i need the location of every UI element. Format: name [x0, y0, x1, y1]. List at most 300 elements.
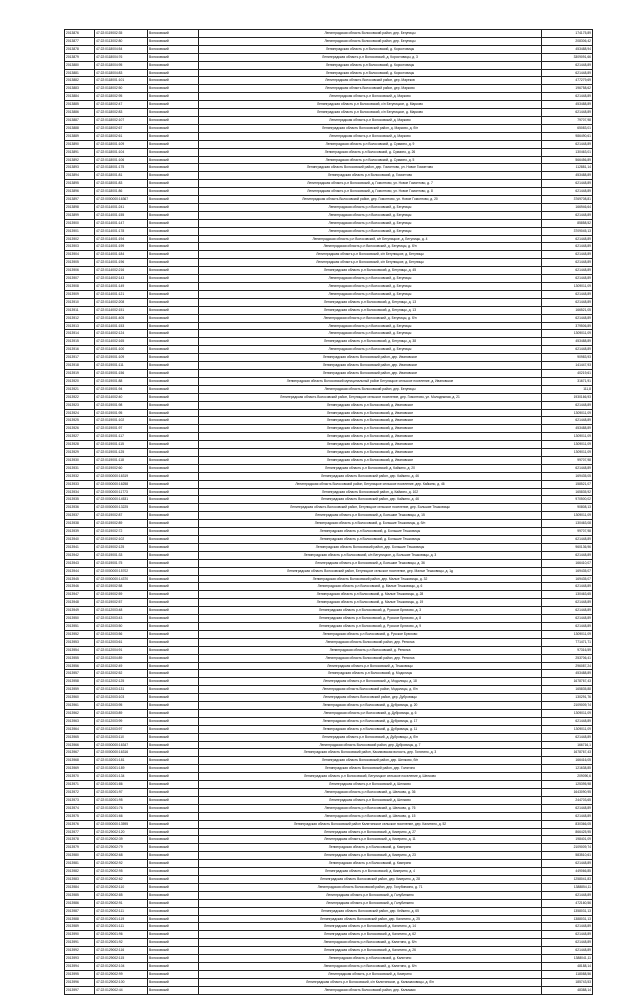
cell-district: Волосовский: [148, 61, 199, 69]
cell-id: 2013940: [65, 536, 95, 544]
cell-district: Волосовский: [148, 520, 199, 528]
table-row: [65, 939, 593, 947]
cell-address: Ленинградская область р-н Волосовский, д. Большие Тешковицы, д. 36: [199, 559, 542, 567]
cell-address: Ленинградская область р-н Волосовский, д. Калитино, д. 26: [199, 947, 542, 955]
cell-value: 621448,89: [542, 860, 593, 868]
cell-district: Волосовский: [148, 551, 199, 559]
cell-value: 166416,05: [542, 757, 593, 765]
table-row: [65, 306, 593, 314]
cell-district: Волосовский: [148, 575, 199, 583]
cell-id: 2013885: [65, 101, 95, 109]
table-row: [65, 93, 593, 101]
cell-id: 2013879: [65, 53, 95, 61]
cell-value: 866425,95: [542, 828, 593, 836]
table-row: [65, 30, 593, 38]
cell-value: 621448,89: [542, 346, 593, 354]
cell-address: Ленинградская область Волосовский район, дер. Марково: [199, 85, 542, 93]
cell-district: Волосовский: [148, 630, 199, 638]
cell-district: Волосовский: [148, 85, 199, 93]
cell-cadastral-number: 47:22:0129002:44: [95, 986, 148, 994]
cell-cadastral-number: 47:22:0114002:143: [95, 275, 148, 283]
table-row: [65, 283, 593, 291]
cell-district: Волосовский: [148, 852, 199, 860]
cell-district: Волосовский: [148, 37, 199, 45]
cell-value: 621448,89: [542, 615, 593, 623]
cell-value: 90983,93: [542, 354, 593, 362]
cell-cadastral-number: 47:22:0119001:88: [95, 377, 148, 385]
cell-value: 166410,07: [542, 559, 593, 567]
cell-cadastral-number: 47:22:0114001:147: [95, 219, 148, 227]
cell-value: 621448,89: [542, 180, 593, 188]
cell-cadastral-number: 47:22:0112004:91: [95, 646, 148, 654]
cell-district: Волосовский: [148, 868, 199, 876]
cell-cadastral-number: 47:22:0114001:194: [95, 235, 148, 243]
cell-district: Волосовский: [148, 480, 199, 488]
cell-cadastral-number: 47:22:0129002:116: [95, 947, 148, 955]
cell-value: 621448,89: [542, 417, 593, 425]
cell-district: Волосовский: [148, 615, 199, 623]
cell-address: Ленинградская область р-н Волосовский, д. Ивановское: [199, 417, 542, 425]
table-row: [65, 330, 593, 338]
cell-id: 2013884: [65, 93, 95, 101]
cell-id: 2013972: [65, 789, 95, 797]
cell-value: 166716,1: [542, 741, 593, 749]
cell-address: Ленинградская область р-н Волосовский, д. Калитино, д. 14: [199, 923, 542, 931]
cell-id: 2013890: [65, 140, 95, 148]
cell-cadastral-number: 47:22:0000000:16319: [95, 472, 148, 480]
cell-id: 2013908: [65, 283, 95, 291]
table-row: [65, 654, 593, 662]
cell-district: Волосовский: [148, 773, 199, 781]
cell-value: 621448,89: [542, 401, 593, 409]
cell-id: 2013984: [65, 883, 95, 891]
cell-cadastral-number: 47:22:0129001:119: [95, 915, 148, 923]
table-row: [65, 528, 593, 536]
cell-cadastral-number: 47:22:0119001:75: [95, 559, 148, 567]
cell-address: Ленинградская область р-н Волосовский, д. Кикерино: [199, 844, 542, 852]
cell-district: Волосовский: [148, 702, 199, 710]
cell-address: Ленинградская область Волосовский район, Модолицы, д. б/н: [199, 686, 542, 694]
cell-address: Ленинградская область р-н Волосовский, д. Бегуницы: [199, 283, 542, 291]
cell-id: 2013960: [65, 694, 95, 702]
cell-id: 2013963: [65, 717, 95, 725]
cell-district: Волосовский: [148, 472, 199, 480]
cell-district: Волосовский: [148, 401, 199, 409]
cell-value: 40219,61: [542, 369, 593, 377]
cell-district: Волосовский: [148, 464, 199, 472]
cell-address: Ленинградская область р-н Волосовский, д. Голубинкино: [199, 891, 542, 899]
cell-address: Ленинградская область Волосовский район, дер. Кальмаки: [199, 986, 542, 994]
cell-address: Ленинградская область р-н Волосовский, д. Ивановское: [199, 441, 542, 449]
cell-district: Волосовский: [148, 844, 199, 852]
table-row: [65, 140, 593, 148]
cell-value: 583510,61: [542, 852, 593, 860]
cell-value: 1258041,83: [542, 875, 593, 883]
cell-value: 621448,89: [542, 235, 593, 243]
cell-value: 1358031,13: [542, 907, 593, 915]
cell-address: Ленинградская область Волосовский район, дер. Голубинкино, д. 71: [199, 883, 542, 891]
cell-district: Волосовский: [148, 441, 199, 449]
cell-id: 2013900: [65, 219, 95, 227]
cell-cadastral-number: 47:22:0102001:66: [95, 812, 148, 820]
cell-district: Волосовский: [148, 804, 199, 812]
cell-id: 2013947: [65, 591, 95, 599]
cell-district: Волосовский: [148, 820, 199, 828]
cell-district: Волосовский: [148, 243, 199, 251]
cell-district: Волосовский: [148, 496, 199, 504]
cell-id: 2013977: [65, 828, 95, 836]
cell-cadastral-number: 47:22:0129002:99: [95, 970, 148, 978]
cell-id: 2013911: [65, 306, 95, 314]
table-row: [65, 923, 593, 931]
cell-value: 111,8: [542, 385, 593, 393]
cell-id: 2013896: [65, 188, 95, 196]
cell-district: Волосовский: [148, 156, 199, 164]
cell-id: 2013970: [65, 773, 95, 781]
cell-address: Ленинградская область р-н Волосовский, д. Шелково, д. 36: [199, 789, 542, 797]
table-row: [65, 433, 593, 441]
cell-address: Ленинградская область Волосовский район, дер. Шелково, б/н: [199, 757, 542, 765]
cell-cadastral-number: 47:22:0114002:151: [95, 306, 148, 314]
table-row: [65, 543, 593, 551]
cell-id: 2013968: [65, 757, 95, 765]
cell-cadastral-number: 47:22:0114002:216: [95, 267, 148, 275]
cell-cadastral-number: 47:22:0112003:43: [95, 615, 148, 623]
cell-value: 621448,89: [542, 69, 593, 77]
cell-address: Ленинградская область Волосовский район Калитинское сельское поселение, дер. Калитино, д. 52: [199, 820, 542, 828]
cell-cadastral-number: 47:22:0119002:57: [95, 599, 148, 607]
table-row: [65, 891, 593, 899]
cell-district: Волосовский: [148, 607, 199, 615]
table-row: [65, 156, 593, 164]
cell-district: Волосовский: [148, 591, 199, 599]
cell-cadastral-number: 47:22:0114001:184: [95, 251, 148, 259]
table-row: [65, 875, 593, 883]
cell-id: 2013958: [65, 678, 95, 686]
cell-cadastral-number: 47:22:0129002:92: [95, 860, 148, 868]
cell-id: 2013985: [65, 891, 95, 899]
cell-id: 2013954: [65, 646, 95, 654]
table-row: [65, 599, 593, 607]
table-row: [65, 354, 593, 362]
cell-value: 621448,89: [542, 314, 593, 322]
cell-cadastral-number: 47:22:0114001:155: [95, 211, 148, 219]
cell-district: Волосовский: [148, 828, 199, 836]
cell-district: Волосовский: [148, 140, 199, 148]
table-row: [65, 409, 593, 417]
table-row: [65, 53, 593, 61]
cell-value: 621448,89: [542, 939, 593, 947]
table-row: [65, 781, 593, 789]
cell-cadastral-number: 47:22:0118004:83: [95, 69, 148, 77]
cell-value: 208306,42: [542, 37, 593, 45]
cell-value: 830366,05: [542, 820, 593, 828]
table-row: [65, 868, 593, 876]
cell-cadastral-number: 47:22:0000000:11773: [95, 488, 148, 496]
cell-district: Волосовский: [148, 931, 199, 939]
cell-id: 2013959: [65, 686, 95, 694]
cell-cadastral-number: 47:22:0112003:50: [95, 622, 148, 630]
table-row: [65, 638, 593, 646]
table-row: [65, 401, 593, 409]
cell-address: Ленинградская область р-н Волосовский, д. Шелково, д. 76: [199, 804, 542, 812]
cell-id: 2013945: [65, 575, 95, 583]
cell-id: 2013939: [65, 528, 95, 536]
cell-cadastral-number: 47:22:0118001:81: [95, 172, 148, 180]
cell-address: Ленинградская область р-н Волосовский, д. Дубровицы, д. 17: [199, 717, 542, 725]
cell-district: Волосовский: [148, 53, 199, 61]
cell-district: Волосовский: [148, 741, 199, 749]
cell-address: Ленинградская область р-н Волосовский, д. Шелково: [199, 781, 542, 789]
cell-id: 2013892: [65, 156, 95, 164]
cell-cadastral-number: 47:22:0129002:62: [95, 875, 148, 883]
cell-address: Ленинградская область р-н Волосовский, д. Кикерино: [199, 860, 542, 868]
cell-id: 2013987: [65, 907, 95, 915]
table-row: [65, 709, 593, 717]
cell-value: 253706,41: [542, 654, 593, 662]
cell-address: Ленинградская область р-н Волосовский, д. Сумкино, д. 9: [199, 140, 542, 148]
table-row: [65, 773, 593, 781]
cell-id: 2013891: [65, 148, 95, 156]
data-table: [64, 29, 593, 995]
cell-cadastral-number: 47:22:0118001:101: [95, 77, 148, 85]
cell-cadastral-number: 47:22:0112003:61: [95, 638, 148, 646]
cell-district: Волосовский: [148, 188, 199, 196]
cell-id: 2013903: [65, 243, 95, 251]
table-row: [65, 369, 593, 377]
cell-value: 621448,89: [542, 923, 593, 931]
cell-address: Ленинградская область р-н Волосовский, д. Кикерино, д. 27: [199, 828, 542, 836]
cell-value: 477279,69: [542, 77, 593, 85]
cell-cadastral-number: 47:22:0114001:121: [95, 290, 148, 298]
cell-id: 2013887: [65, 116, 95, 124]
cell-id: 2013906: [65, 267, 95, 275]
table-row: [65, 61, 593, 69]
cell-id: 2013962: [65, 709, 95, 717]
cell-address: Ленинградская область р-н Волосовский, с/п Бегуницкое, д. Марково: [199, 101, 542, 109]
table-row: [65, 931, 593, 939]
cell-district: Волосовский: [148, 267, 199, 275]
cell-address: Ленинградская область Волосовский район, Бегуницкое сельское поселение, дер. Гомонтово, ул. Молодежная, д. 21: [199, 393, 542, 401]
table-row: [65, 69, 593, 77]
table-row: [65, 37, 593, 45]
cell-district: Волосовский: [148, 725, 199, 733]
cell-value: 621448,89: [542, 61, 593, 69]
cell-address: Ленинградская область р-н Волосовский, д. Дубровицы, д. б/н: [199, 733, 542, 741]
cell-value: 453488,89: [542, 101, 593, 109]
cell-id: 2013880: [65, 61, 95, 69]
cell-district: Волосовский: [148, 567, 199, 575]
cell-district: Волосовский: [148, 583, 199, 591]
cell-value: 621448,89: [542, 583, 593, 591]
cell-value: 621448,89: [542, 891, 593, 899]
cell-cadastral-number: 47:22:0102001:86: [95, 781, 148, 789]
cell-id: 2013978: [65, 836, 95, 844]
cell-address: Ленинградская область Волосовский район, Бегуницкое сельское поселение, дер. Малые Тешковицы, д. 1д: [199, 567, 542, 575]
table-row: [65, 298, 593, 306]
cell-cadastral-number: 47:22:0000000:16347: [95, 741, 148, 749]
cell-id: 2013964: [65, 725, 95, 733]
table-row: [65, 607, 593, 615]
cell-value: 1309011,09: [542, 330, 593, 338]
cell-district: Волосовский: [148, 915, 199, 923]
cell-cadastral-number: 47:22:0114002:124: [95, 330, 148, 338]
table-row: [65, 789, 593, 797]
cell-cadastral-number: 47:22:0000000:13595: [95, 820, 148, 828]
cell-id: 2013990: [65, 931, 95, 939]
cell-cadastral-number: 47:22:0114001:149: [95, 283, 148, 291]
table-row: [65, 124, 593, 132]
cell-cadastral-number: 47:22:0102001:95: [95, 796, 148, 804]
cell-cadastral-number: 47:22:0102001:189: [95, 765, 148, 773]
table-row: [65, 899, 593, 907]
cell-value: 65083,01: [542, 124, 593, 132]
table-row: [65, 227, 593, 235]
cell-value: 453488,89: [542, 425, 593, 433]
cell-id: 2013933: [65, 480, 95, 488]
cell-value: 1388031,13: [542, 915, 593, 923]
cell-id: 2013902: [65, 235, 95, 243]
cell-district: Волосовский: [148, 789, 199, 797]
cell-value: 771471,71: [542, 638, 593, 646]
cell-address: Ленинградская область р-н Волосовский, д. Бегуницы: [199, 322, 542, 330]
cell-address: Ленинградская область Волосовский район, дер. Реполка: [199, 654, 542, 662]
table-row: [65, 955, 593, 963]
cell-id: 2013952: [65, 630, 95, 638]
cell-id: 2013897: [65, 196, 95, 204]
cell-id: 2013983: [65, 875, 95, 883]
cell-cadastral-number: 47:22:0118002:61: [95, 132, 148, 140]
cell-address: Ленинградская область р-н Волосовский, д. Калитино, д. 62: [199, 931, 542, 939]
cell-id: 2013916: [65, 346, 95, 354]
table-row: [65, 243, 593, 251]
cell-address: Ленинградская область р-н Волосовский, д. Кайкино, д. 20: [199, 464, 542, 472]
cell-district: Волосовский: [148, 298, 199, 306]
cell-district: Волосовский: [148, 717, 199, 725]
cell-id: 2013923: [65, 401, 95, 409]
cell-cadastral-number: 47:22:0129002:68: [95, 852, 148, 860]
cell-cadastral-number: 47:22:0102001:181: [95, 757, 148, 765]
cell-cadastral-number: 47:22:0119001:111: [95, 362, 148, 370]
cell-id: 2013889: [65, 132, 95, 140]
cell-value: 97316,59: [542, 646, 593, 654]
cell-id: 2013976: [65, 820, 95, 828]
cell-value: 2109009,74: [542, 844, 593, 852]
table-row: [65, 314, 593, 322]
cell-district: Волосовский: [148, 694, 199, 702]
cell-cadastral-number: 47:22:0129001:96: [95, 931, 148, 939]
cell-cadastral-number: 47:22:0119001:95: [95, 409, 148, 417]
cell-value: 621448,89: [542, 243, 593, 251]
cell-cadastral-number: 47:22:0119001:102: [95, 417, 148, 425]
cell-address: Ленинградская область р-н Волосовский, д. Калитино: [199, 955, 542, 963]
cell-address: Ленинградская область Волосовский район, дер. Кайкино, д. 46: [199, 472, 542, 480]
cell-id: 2013943: [65, 559, 95, 567]
cell-address: Ленинградская область р-н Волосовский, Бегуницкое сельское поселение д. Шелково: [199, 773, 542, 781]
cell-address: Ленинградская область р-н Волосовский, д. Коростовицы, д. 3: [199, 53, 542, 61]
table-row: [65, 970, 593, 978]
cell-address: Ленинградская область р-н Волосовский, д. Ивановское: [199, 449, 542, 457]
cell-cadastral-number: 47:22:0119001:97: [95, 425, 148, 433]
cell-value: 621448,89: [542, 599, 593, 607]
cell-id: 2013935: [65, 496, 95, 504]
cell-address: Ленинградская область Волосовский район, дер. Бегуницы: [199, 30, 542, 38]
cell-cadastral-number: 47:22:0129001:92: [95, 939, 148, 947]
cell-cadastral-number: 47:22:0118002:83: [95, 109, 148, 117]
table-row: [65, 480, 593, 488]
cell-id: 2013938: [65, 520, 95, 528]
cell-address: Ленинградская область р-н Волосовский, д. Ивановское: [199, 456, 542, 464]
cell-id: 2013975: [65, 812, 95, 820]
table-row: [65, 836, 593, 844]
cell-id: 2013882: [65, 77, 95, 85]
table-row: [65, 472, 593, 480]
table-row: [65, 456, 593, 464]
cell-cadastral-number: 47:22:0119002:72: [95, 528, 148, 536]
table-row: [65, 694, 593, 702]
cell-id: 2013941: [65, 543, 95, 551]
cell-address: Ленинградская область р-н Волосовский, д. Бегуницы: [199, 346, 542, 354]
table-row: [65, 172, 593, 180]
cell-value: 566456,89: [542, 156, 593, 164]
table-row: [65, 441, 593, 449]
cell-id: 2013878: [65, 45, 95, 53]
cell-id: 2013981: [65, 860, 95, 868]
cell-district: Волосовский: [148, 377, 199, 385]
cell-id: 2013922: [65, 393, 95, 401]
cell-cadastral-number: 47:22:0119002:35: [95, 30, 148, 38]
table-row: [65, 820, 593, 828]
cell-address: Ленинградская область р-н Волосовский, д. Русское Брюхово, д. 9: [199, 622, 542, 630]
cell-id: 2013993: [65, 955, 95, 963]
table-row: [65, 757, 593, 765]
cell-district: Волосовский: [148, 290, 199, 298]
cell-address: Ленинградская область р-н Волосовский, д. Бегуницы: [199, 290, 542, 298]
cell-cadastral-number: 47:22:0112002:49: [95, 662, 148, 670]
cell-value: 1309011,09: [542, 725, 593, 733]
cell-cadastral-number: 47:22:0119002:87: [95, 512, 148, 520]
cell-address: Ленинградская область Волосовский район, д. Кайкино, д. 102: [199, 488, 542, 496]
cell-id: 2013894: [65, 172, 95, 180]
table-row: [65, 765, 593, 773]
cell-district: Волосовский: [148, 449, 199, 457]
cell-value: 621448,89: [542, 464, 593, 472]
table-row: [65, 670, 593, 678]
cell-id: 2013927: [65, 433, 95, 441]
cell-value: 621448,89: [542, 188, 593, 196]
cell-address: Ленинградская область Волосовский район, дер. Ивановское: [199, 354, 542, 362]
cell-id: 2013996: [65, 978, 95, 986]
cell-cadastral-number: 47:22:0112003:89: [95, 709, 148, 717]
cell-value: 31671,91: [542, 377, 593, 385]
cell-district: Волосовский: [148, 45, 199, 53]
cell-value: 1309011,09: [542, 409, 593, 417]
table-row: [65, 275, 593, 283]
table-row: [65, 615, 593, 623]
cell-district: Волосовский: [148, 417, 199, 425]
table-row: [65, 947, 593, 955]
cell-cadastral-number: 47:22:0119002:125: [95, 543, 148, 551]
cell-value: 453488,89: [542, 338, 593, 346]
cell-id: 2013905: [65, 259, 95, 267]
cell-value: 621448,89: [542, 259, 593, 267]
table-row: [65, 852, 593, 860]
cell-id: 2013926: [65, 425, 95, 433]
cell-value: 130463,65: [542, 591, 593, 599]
table-row: [65, 686, 593, 694]
cell-cadastral-number: 47:22:0118001:175: [95, 164, 148, 172]
cell-address: Ленинградская область р-н Волосовский, д. Бегуницы: [199, 275, 542, 283]
